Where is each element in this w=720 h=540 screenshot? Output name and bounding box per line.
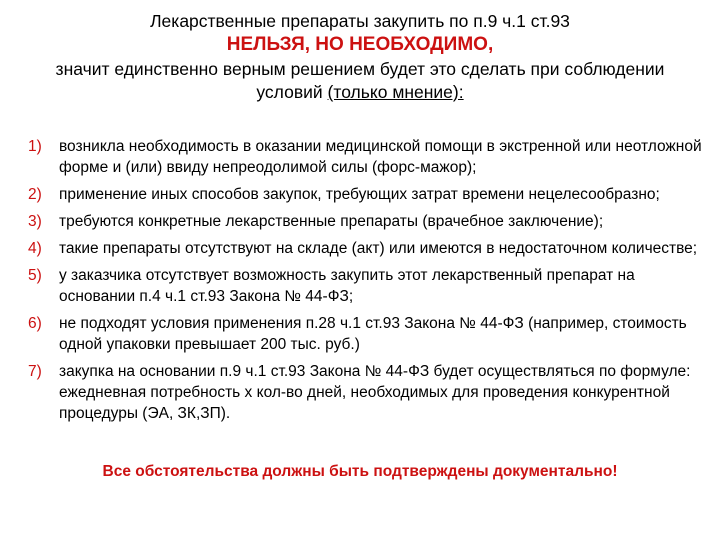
slide-emphasis-title: НЕЛЬЗЯ, НО НЕОБХОДИМО, [226,34,494,55]
list-item [28,265,702,307]
subtitle-text: значит единственно верным решением будет это сделать при соблюдении условий [55,59,665,102]
list-item-text: требуются конкретные лекарственные препараты (врачебное заключение); [59,213,604,230]
list-item-number: 1) [28,138,42,155]
list-item [28,184,702,205]
opinion-note: (только мнение): [327,82,464,102]
list-item-number: 2) [28,186,42,203]
list-item [28,238,702,259]
list-item-text: закупка на основании п.9 ч.1 ст.93 Закона № 44-ФЗ будет осуществляться по формуле: ежедневная потребность х кол-во дней, необходимых для проведения конкурентной процедуры (ЭА, ЗК,ЗП). [59,363,691,422]
list-item [28,313,702,355]
conditions-list [28,136,702,430]
list-item-number: 7) [28,363,42,380]
slide-title: Лекарственные препараты закупить по п.9 ч.1 ст.93 [150,11,570,31]
footer-warning: Все обстоятельства должны быть подтверждены документально! [102,463,618,480]
slide-subtitle [20,58,700,104]
slide-header [20,10,700,104]
list-item-number: 4) [28,240,42,257]
list-item-text: такие препараты отсутствуют на складе (акт) или имеются в недостаточном количестве; [59,240,698,257]
list-item-number: 5) [28,267,42,284]
list-item [28,136,702,178]
list-item-number: 6) [28,315,42,332]
list-item-text: возникла необходимость в оказании медицинской помощи в экстренной или неотложной форме и (или) ввиду непреодолимой силы (форс-мажор); [59,138,702,176]
list-item-text: не подходят условия применения п.28 ч.1 ст.93 Закона № 44-ФЗ (например, стоимость одной упаковки превышает 200 тыс. руб.) [59,315,687,353]
list-item [28,211,702,232]
list-item-number: 3) [28,213,42,230]
list-item-text: у заказчика отсутствует возможность закупить этот лекарственный препарат на основании п.4 ч.1 ст.93 Закона № 44-ФЗ; [59,267,635,305]
list-item-text: применение иных способов закупок, требующих затрат времени нецелесообразно; [59,186,660,203]
list-item [28,361,702,424]
